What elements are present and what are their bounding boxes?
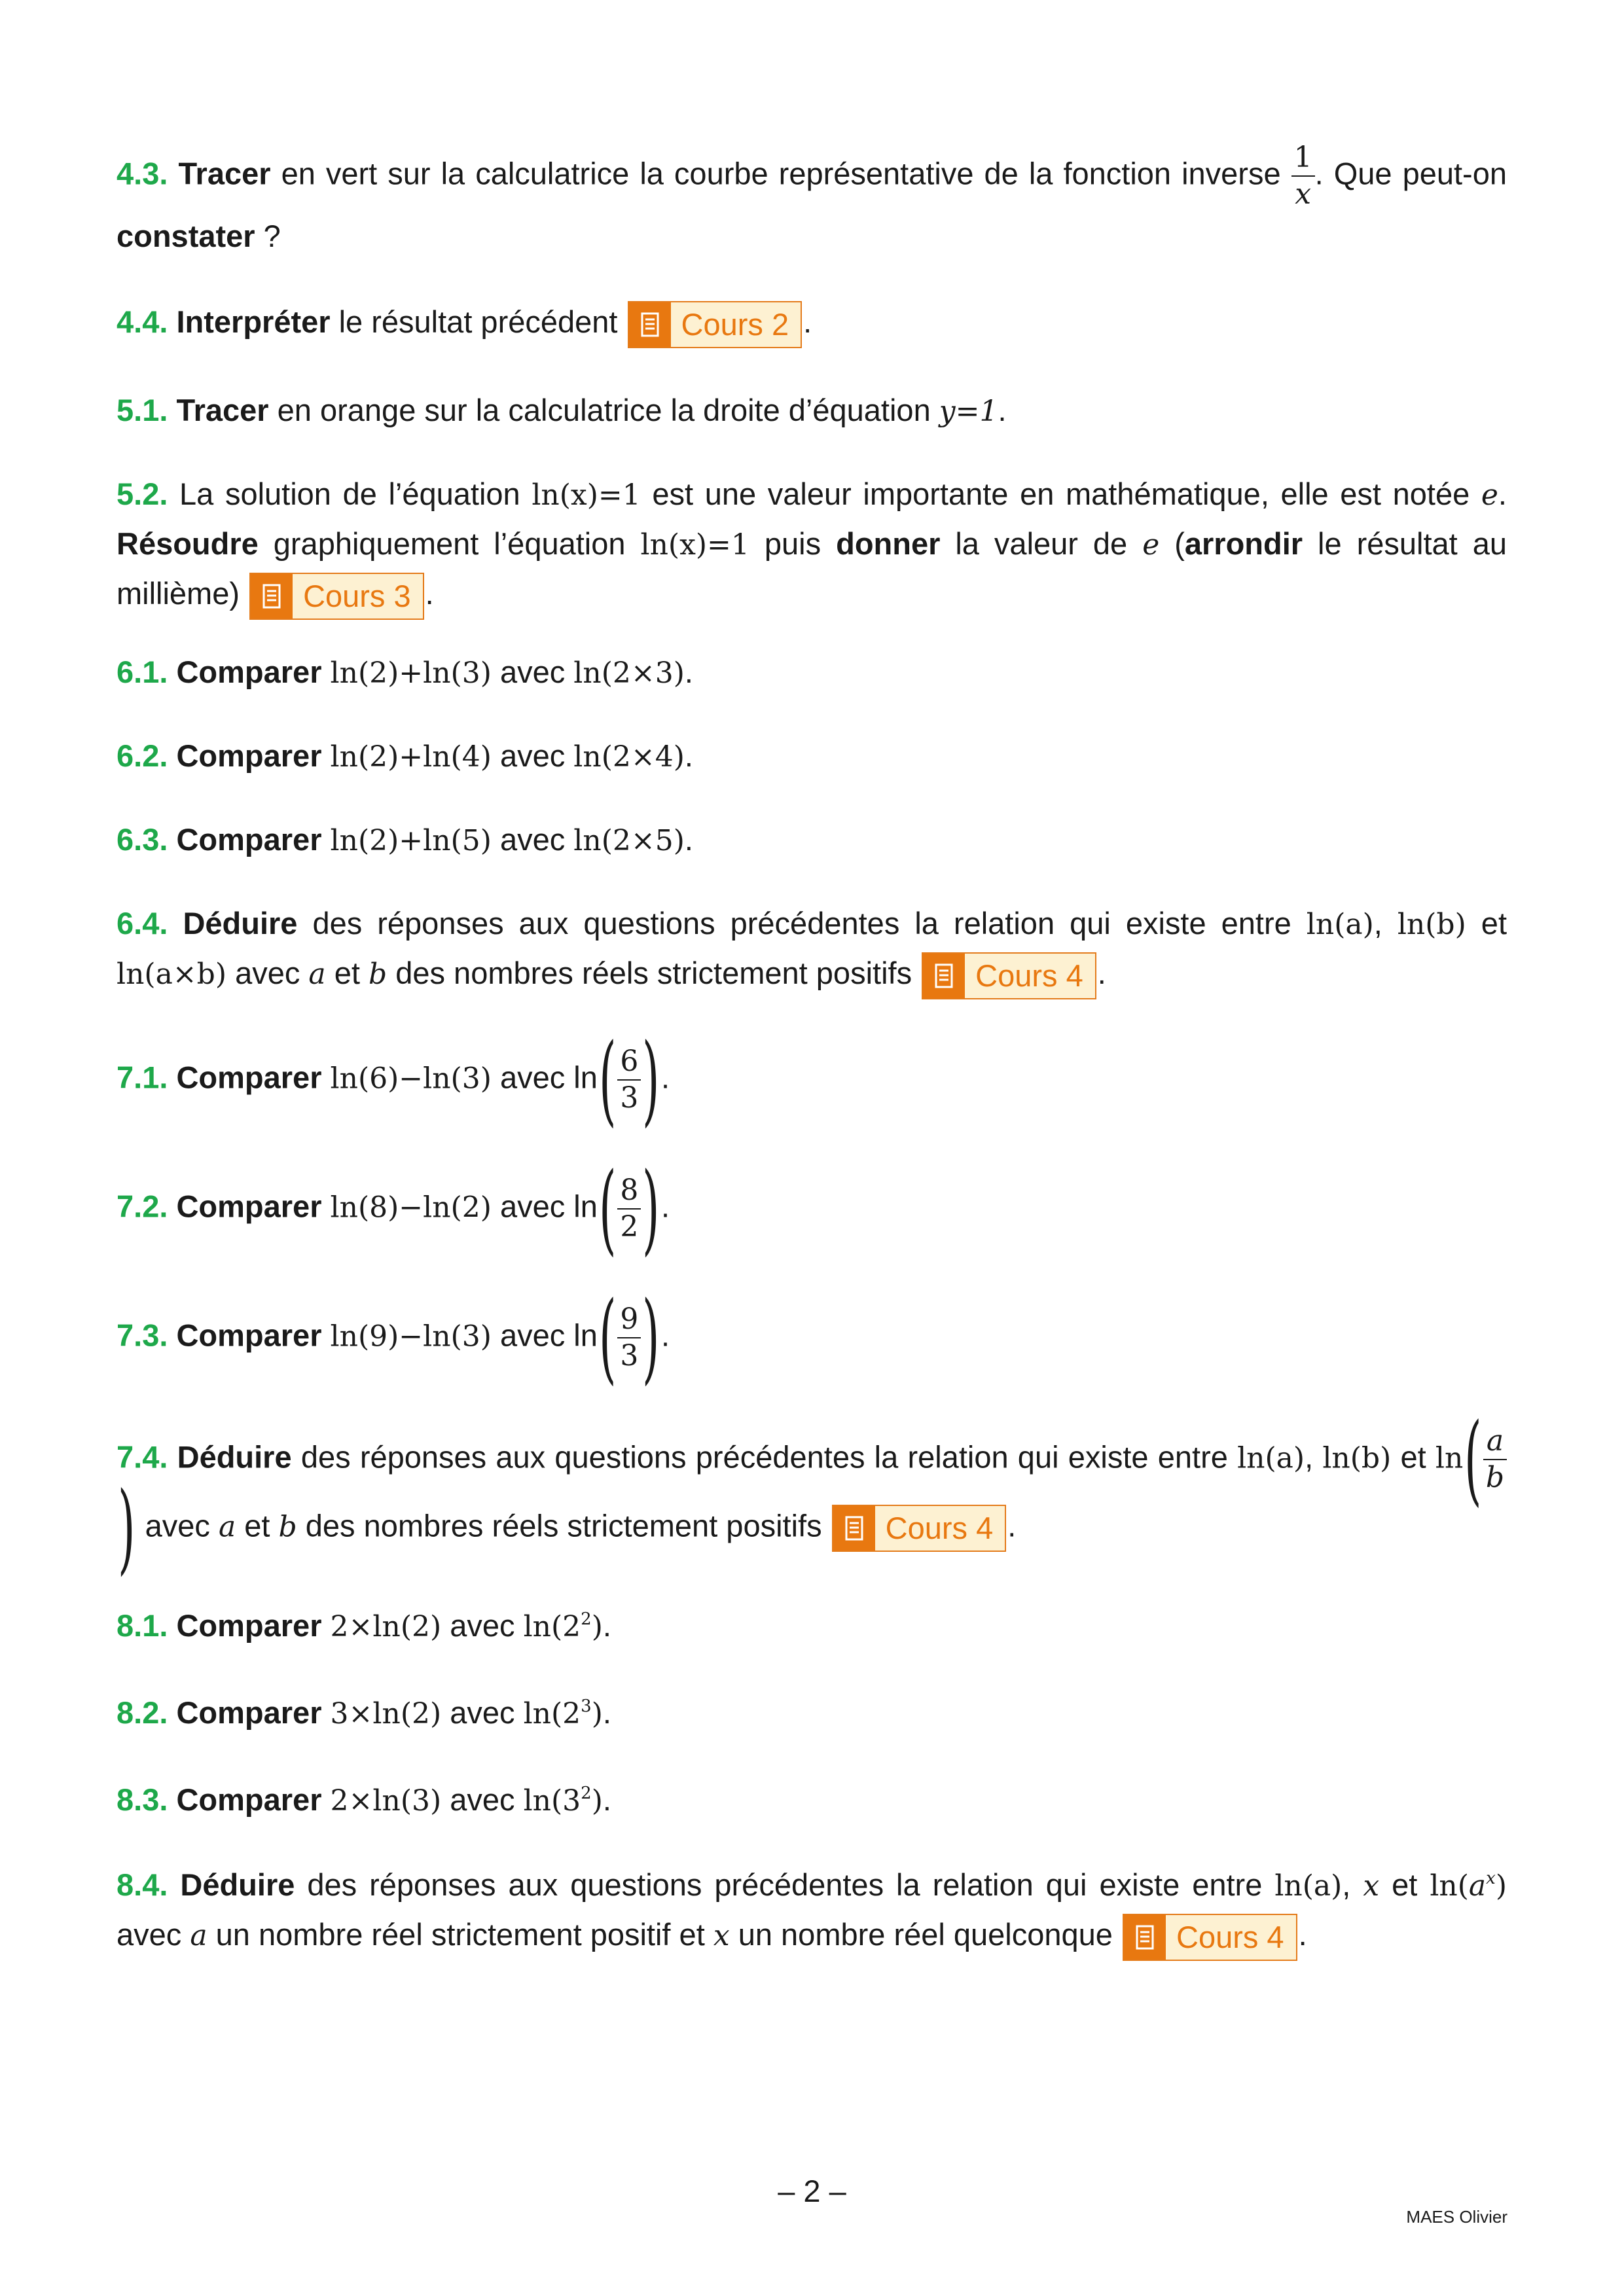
action-verb: Comparer (176, 1318, 322, 1353)
cours-4-link[interactable]: Cours 4 (1123, 1914, 1297, 1961)
question-number: 5.2. (117, 476, 168, 511)
cours-4-link[interactable]: Cours 4 (922, 952, 1096, 999)
question-number: 7.3. (117, 1318, 168, 1353)
action-verb: donner (836, 526, 941, 561)
question-number: 7.4. (117, 1439, 168, 1475)
question-number: 8.1. (117, 1608, 168, 1643)
question-8-1: 8.1. Comparer 2×ln(2) avec $\ln(2^2)$. (117, 1608, 611, 1643)
fraction: $\frac{8}{2}$ (617, 1173, 641, 1245)
question-number: 8.4. (117, 1867, 168, 1902)
author: MAES Olivier (1406, 2207, 1507, 2227)
action-verb: Comparer (176, 822, 322, 857)
action-verb: constater (117, 219, 255, 253)
question-number: 4.4. (117, 304, 168, 339)
fraction-inverse: $\frac{1}{x}$ (1291, 140, 1315, 212)
question-7-4: 7.4. Déduire des réponses aux questions précédentes la relation qui existe entre ln(a), ln(b) et ln( $\frac{a}{b}$ ) avec a et b des nombres réels strictement positifs Cours 4 . (117, 1424, 1507, 1561)
action-verb: Comparer (176, 1060, 322, 1095)
document-icon (1124, 1915, 1166, 1960)
action-verb: Tracer (176, 393, 269, 427)
action-verb: Comparer (176, 655, 322, 689)
action-verb: Déduire (183, 906, 298, 941)
question-number: 4.3. (117, 156, 168, 191)
cours-3-link[interactable]: Cours 3 (249, 573, 424, 620)
question-8-4: 8.4. Déduire des réponses aux questions précédentes la relation qui existe entre ln(a), x et $\ln(a^x)$ avec a un nombre réel strictement positif et x un nombre réel quelconque Cours 4 . (117, 1861, 1507, 1961)
equation: y=1 (939, 395, 998, 428)
action-verb: Tracer (178, 156, 271, 191)
action-verb: Comparer (176, 1695, 322, 1730)
action-verb: Comparer (176, 1608, 322, 1643)
question-5-1: 5.1. Tracer en orange sur la calculatrice la droite d’équation y=1. (117, 393, 1007, 428)
equation: ln(x)=1 (532, 478, 641, 512)
question-5-2: 5.2. La solution de l’équation ln(x)=1 est une valeur importante en mathématique, elle est notée e. Résoudre graphiquement l’équation ln(x)=1 puis donner la valeur de e (arrondir le résultat au millième) Cours 3 . (117, 470, 1507, 620)
question-7-1: 7.1. Comparer ln(6)−ln(3) avec ln( $\frac{6}{3}$ ). (117, 1023, 670, 1137)
document-icon (629, 302, 671, 347)
question-6-3: 6.3. Comparer ln(2)+ln(5) avec ln(2×5). (117, 822, 693, 857)
question-number: 5.1. (117, 393, 168, 427)
cours-2-link[interactable]: Cours 2 (628, 301, 803, 348)
action-verb: Comparer (176, 1782, 322, 1817)
question-number: 6.4. (117, 906, 168, 941)
fraction: $\frac{a}{b}$ (1483, 1424, 1507, 1496)
action-verb: Comparer (176, 738, 322, 773)
question-8-3: 8.3. Comparer 2×ln(3) avec $\ln(3^2)$. (117, 1782, 611, 1818)
question-4-4: 4.4. Interpréter le résultat précédent Cours 2 . (117, 298, 1507, 348)
question-number: 7.1. (117, 1060, 168, 1095)
action-verb: Déduire (177, 1439, 292, 1475)
action-verb: Interpréter (176, 304, 331, 339)
question-number: 8.2. (117, 1695, 168, 1730)
cours-4-link[interactable]: Cours 4 (832, 1505, 1007, 1552)
action-verb: arrondir (1184, 526, 1303, 561)
page-number: – 2 – (778, 2174, 846, 2208)
question-number: 6.1. (117, 655, 168, 689)
question-number: 7.2. (117, 1189, 168, 1224)
action-verb: Résoudre (117, 526, 259, 561)
question-7-3: 7.3. Comparer ln(9)−ln(3) avec ln( $\frac{9}{3}$ ). (117, 1281, 670, 1395)
action-verb: Déduire (180, 1867, 295, 1902)
document-icon (251, 574, 293, 619)
question-6-2: 6.2. Comparer ln(2)+ln(4) avec ln(2×4). (117, 738, 693, 774)
fraction: $\frac{9}{3}$ (617, 1302, 641, 1374)
question-4-3: 4.3. Tracer en vert sur la calculatrice la courbe représentative de la fonction inverse $\frac{1}{x}$ . Que peut-on constater ? (117, 141, 1507, 253)
action-verb: Comparer (176, 1189, 322, 1224)
question-6-1: 6.1. Comparer ln(2)+ln(3) avec ln(2×3). (117, 655, 693, 690)
question-number: 6.2. (117, 738, 168, 773)
document-icon (923, 954, 965, 998)
document-icon (833, 1506, 875, 1551)
question-6-4: 6.4. Déduire des réponses aux questions précédentes la relation qui existe entre ln(a), ln(b) et ln(a×b) avec a et b des nombres réels strictement positifs Cours 4 . (117, 899, 1507, 999)
question-number: 8.3. (117, 1782, 168, 1817)
question-number: 6.3. (117, 822, 168, 857)
fraction: $\frac{6}{3}$ (617, 1044, 641, 1116)
question-7-2: 7.2. Comparer ln(8)−ln(2) avec ln( $\frac{8}{2}$ ). (117, 1152, 670, 1266)
question-8-2: 8.2. Comparer 3×ln(2) avec $\ln(2^3)$. (117, 1695, 611, 1731)
